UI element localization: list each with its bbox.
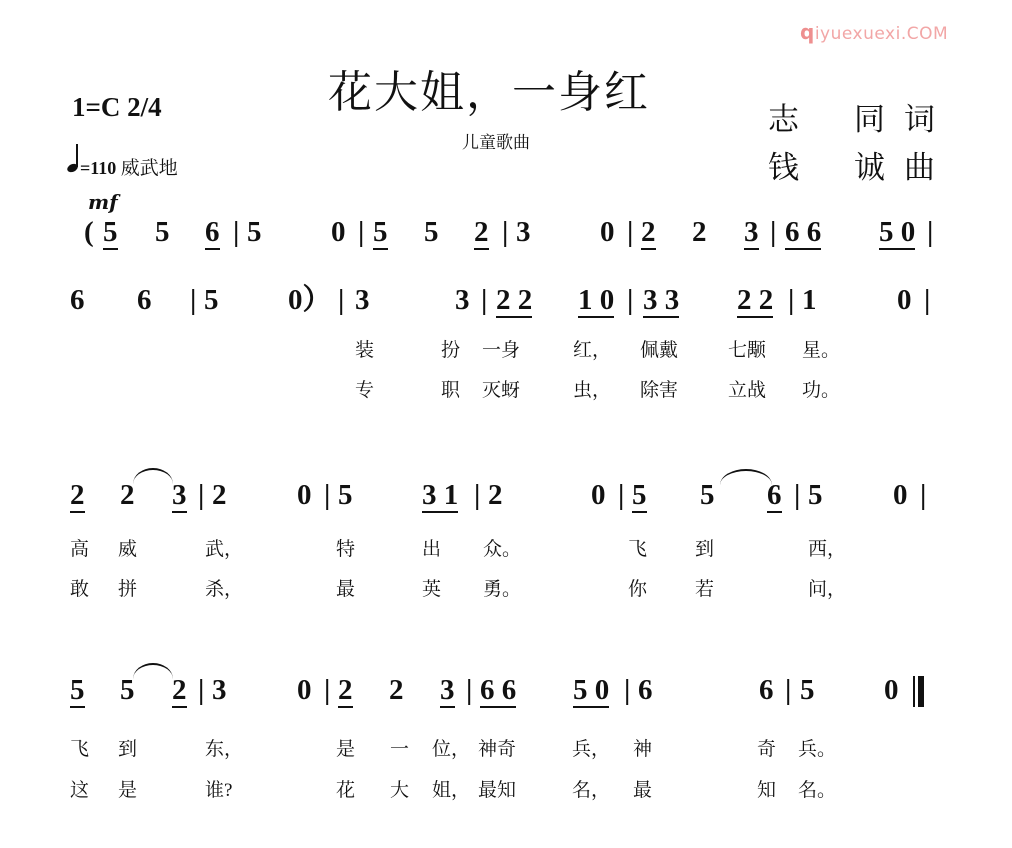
lyric-syllable: 敢 xyxy=(70,579,90,600)
lyric-syllable: 武， xyxy=(205,539,244,560)
note: 6 xyxy=(137,284,152,316)
barline: | xyxy=(627,284,634,316)
tie-arc xyxy=(720,469,772,485)
lyric-syllable: 飞 xyxy=(628,539,648,560)
barline: | xyxy=(324,479,331,511)
lyric-syllable: 大 xyxy=(390,780,410,801)
note: 0 xyxy=(884,674,899,706)
tempo-expression: 威武地 xyxy=(120,158,178,179)
note: 1 xyxy=(802,284,817,316)
barline: | xyxy=(338,284,345,316)
lyric-syllable: 专 xyxy=(355,380,375,401)
lyric-syllable: 佩戴 xyxy=(640,340,679,361)
lyric-syllable: 一 xyxy=(390,739,410,760)
lyric-syllable: 到 xyxy=(118,739,138,760)
note: 0 xyxy=(600,216,615,248)
lyric-syllable: 众。 xyxy=(483,539,522,560)
note: 0） xyxy=(288,284,332,316)
lyric-syllable: 立战 xyxy=(728,380,767,401)
note: 3 xyxy=(212,674,227,706)
barline: | xyxy=(627,216,634,248)
note: 2 xyxy=(641,216,656,248)
note: 5 xyxy=(808,479,823,511)
note: 6 6 xyxy=(785,216,822,248)
note: 5 xyxy=(373,216,388,248)
note: 0 xyxy=(897,284,912,316)
note: 2 xyxy=(172,674,187,706)
lyric-syllable: 名。 xyxy=(798,780,837,801)
lyric-syllable: 装 xyxy=(355,340,375,361)
note: 3 xyxy=(440,674,455,706)
lyricist-char-2: 同 xyxy=(854,102,885,137)
barline: | xyxy=(324,674,331,706)
barline: | xyxy=(924,284,931,316)
note: 5 xyxy=(204,284,219,316)
barline: | xyxy=(785,674,792,706)
lyric-syllable: 功。 xyxy=(802,380,841,401)
lyric-syllable: 知 xyxy=(757,780,777,801)
note: 6 xyxy=(638,674,653,706)
barline: | xyxy=(466,674,473,706)
lyric-syllable: 你 xyxy=(628,579,648,600)
song-subtitle: 儿童歌曲 xyxy=(462,133,530,152)
composer-char-2: 诚 xyxy=(854,150,885,185)
lyric-syllable: 一身 xyxy=(482,340,521,361)
note: 5 xyxy=(155,216,170,248)
note: 5 xyxy=(70,674,85,706)
note: 6 xyxy=(70,284,85,316)
note: 0 xyxy=(591,479,606,511)
composer-char-1: 钱 xyxy=(768,150,799,185)
barline: | xyxy=(233,216,240,248)
dynamic-mf: mf xyxy=(88,190,118,214)
lyric-syllable: 英 xyxy=(422,579,442,600)
key-signature: 1=C 2/4 xyxy=(72,92,162,122)
watermark-text: iyuexuexi.COM xyxy=(814,24,949,44)
note: 5 xyxy=(120,674,135,706)
tempo-value: =110 xyxy=(80,158,117,178)
note: 5 xyxy=(338,479,353,511)
lyric-syllable: 杀， xyxy=(205,579,244,600)
lyric-syllable: 花 xyxy=(336,780,356,801)
barline: | xyxy=(502,216,509,248)
note: 5 xyxy=(103,216,118,248)
lyric-syllable: 位， xyxy=(432,739,471,760)
note: 2 xyxy=(120,479,135,511)
lyric-syllable: 勇。 xyxy=(483,579,522,600)
lyric-syllable: 神奇 xyxy=(478,739,517,760)
lyric-syllable: 兵。 xyxy=(798,739,837,760)
note: 2 xyxy=(338,674,353,706)
note: 3 xyxy=(455,284,470,316)
note: 5 xyxy=(800,674,815,706)
barline: | xyxy=(198,674,205,706)
note: 6 xyxy=(205,216,220,248)
barline: | xyxy=(920,479,927,511)
lyric-syllable: 问， xyxy=(808,579,847,600)
note: 2 xyxy=(212,479,227,511)
lyric-syllable: 职 xyxy=(441,380,461,401)
lyric-syllable: 谁? xyxy=(205,780,233,801)
quarter-note-icon xyxy=(66,143,80,173)
barline: | xyxy=(474,479,481,511)
lyric-syllable: 这 xyxy=(70,780,90,801)
note: 5 xyxy=(700,479,715,511)
watermark xyxy=(800,20,948,44)
lyric-syllable: 若 xyxy=(695,579,715,600)
lyric-syllable: 是 xyxy=(336,739,356,760)
note: 6 6 xyxy=(480,674,517,706)
note: 2 2 xyxy=(737,284,774,316)
note: 2 xyxy=(474,216,489,248)
barline: | xyxy=(481,284,488,316)
lyric-syllable: 神 xyxy=(633,739,653,760)
barline: | xyxy=(190,284,197,316)
note: 0 xyxy=(297,674,312,706)
note: 0 xyxy=(893,479,908,511)
note: 3 3 xyxy=(643,284,680,316)
lyric-syllable: 扮 xyxy=(441,340,461,361)
barline: | xyxy=(358,216,365,248)
note: 6 xyxy=(759,674,774,706)
lyric-syllable: 高 xyxy=(70,539,90,560)
lyric-syllable: 最知 xyxy=(478,780,517,801)
lyric-syllable: 姐， xyxy=(432,780,471,801)
barline: | xyxy=(794,479,801,511)
watermark-q: q xyxy=(800,20,815,44)
note: 5 0 xyxy=(573,674,610,706)
tie-arc xyxy=(133,663,173,679)
lyric-syllable: 东， xyxy=(205,739,244,760)
lyric-syllable: 七颙 xyxy=(728,340,767,361)
note: 5 xyxy=(247,216,262,248)
lyric-syllable: 红， xyxy=(573,340,612,361)
tempo-marking xyxy=(80,153,178,180)
barline: | xyxy=(770,216,777,248)
lyric-syllable: 特 xyxy=(336,539,356,560)
barline: | xyxy=(618,479,625,511)
note: 3 xyxy=(355,284,370,316)
barline: | xyxy=(624,674,631,706)
lyricist-label: 词 xyxy=(904,102,935,137)
note: ( xyxy=(84,216,94,248)
lyric-syllable: 出 xyxy=(422,539,442,560)
lyric-syllable: 最 xyxy=(336,579,356,600)
lyric-syllable: 拼 xyxy=(118,579,138,600)
note: 2 xyxy=(488,479,503,511)
lyric-syllable: 到 xyxy=(695,539,715,560)
lyric-syllable: 灭蚜 xyxy=(482,380,521,401)
note: 2 xyxy=(692,216,707,248)
lyric-syllable: 是 xyxy=(118,780,138,801)
note: 3 1 xyxy=(422,479,459,511)
lyric-syllable: 星。 xyxy=(802,340,841,361)
note: 0 xyxy=(297,479,312,511)
lyric-syllable: 飞 xyxy=(70,739,90,760)
lyric-syllable: 除害 xyxy=(640,380,679,401)
note: 2 2 xyxy=(496,284,533,316)
note: 0 xyxy=(331,216,346,248)
lyric-syllable: 虫， xyxy=(573,380,612,401)
lyric-syllable: 奇 xyxy=(757,739,777,760)
note: 3 xyxy=(516,216,531,248)
final-barline-thin xyxy=(913,676,915,707)
lyric-syllable: 西， xyxy=(808,539,847,560)
lyric-syllable: 兵， xyxy=(572,739,611,760)
note: 2 xyxy=(70,479,85,511)
note: 3 xyxy=(172,479,187,511)
note: 2 xyxy=(389,674,404,706)
final-barline-thick xyxy=(918,676,924,707)
tie-arc xyxy=(133,468,173,484)
lyric-syllable: 最 xyxy=(633,780,653,801)
song-title: 花大姐，一身红 xyxy=(328,68,650,117)
barline: | xyxy=(198,479,205,511)
lyric-syllable: 威 xyxy=(118,539,138,560)
note: 5 0 xyxy=(879,216,916,248)
note: 6 xyxy=(767,479,782,511)
composer-label: 曲 xyxy=(904,150,935,185)
lyricist-char-1: 志 xyxy=(768,102,799,137)
note: 3 xyxy=(744,216,759,248)
barline: | xyxy=(788,284,795,316)
barline: | xyxy=(927,216,934,248)
note: 1 0 xyxy=(578,284,615,316)
lyric-syllable: 名， xyxy=(572,780,611,801)
note: 5 xyxy=(424,216,439,248)
note: 5 xyxy=(632,479,647,511)
